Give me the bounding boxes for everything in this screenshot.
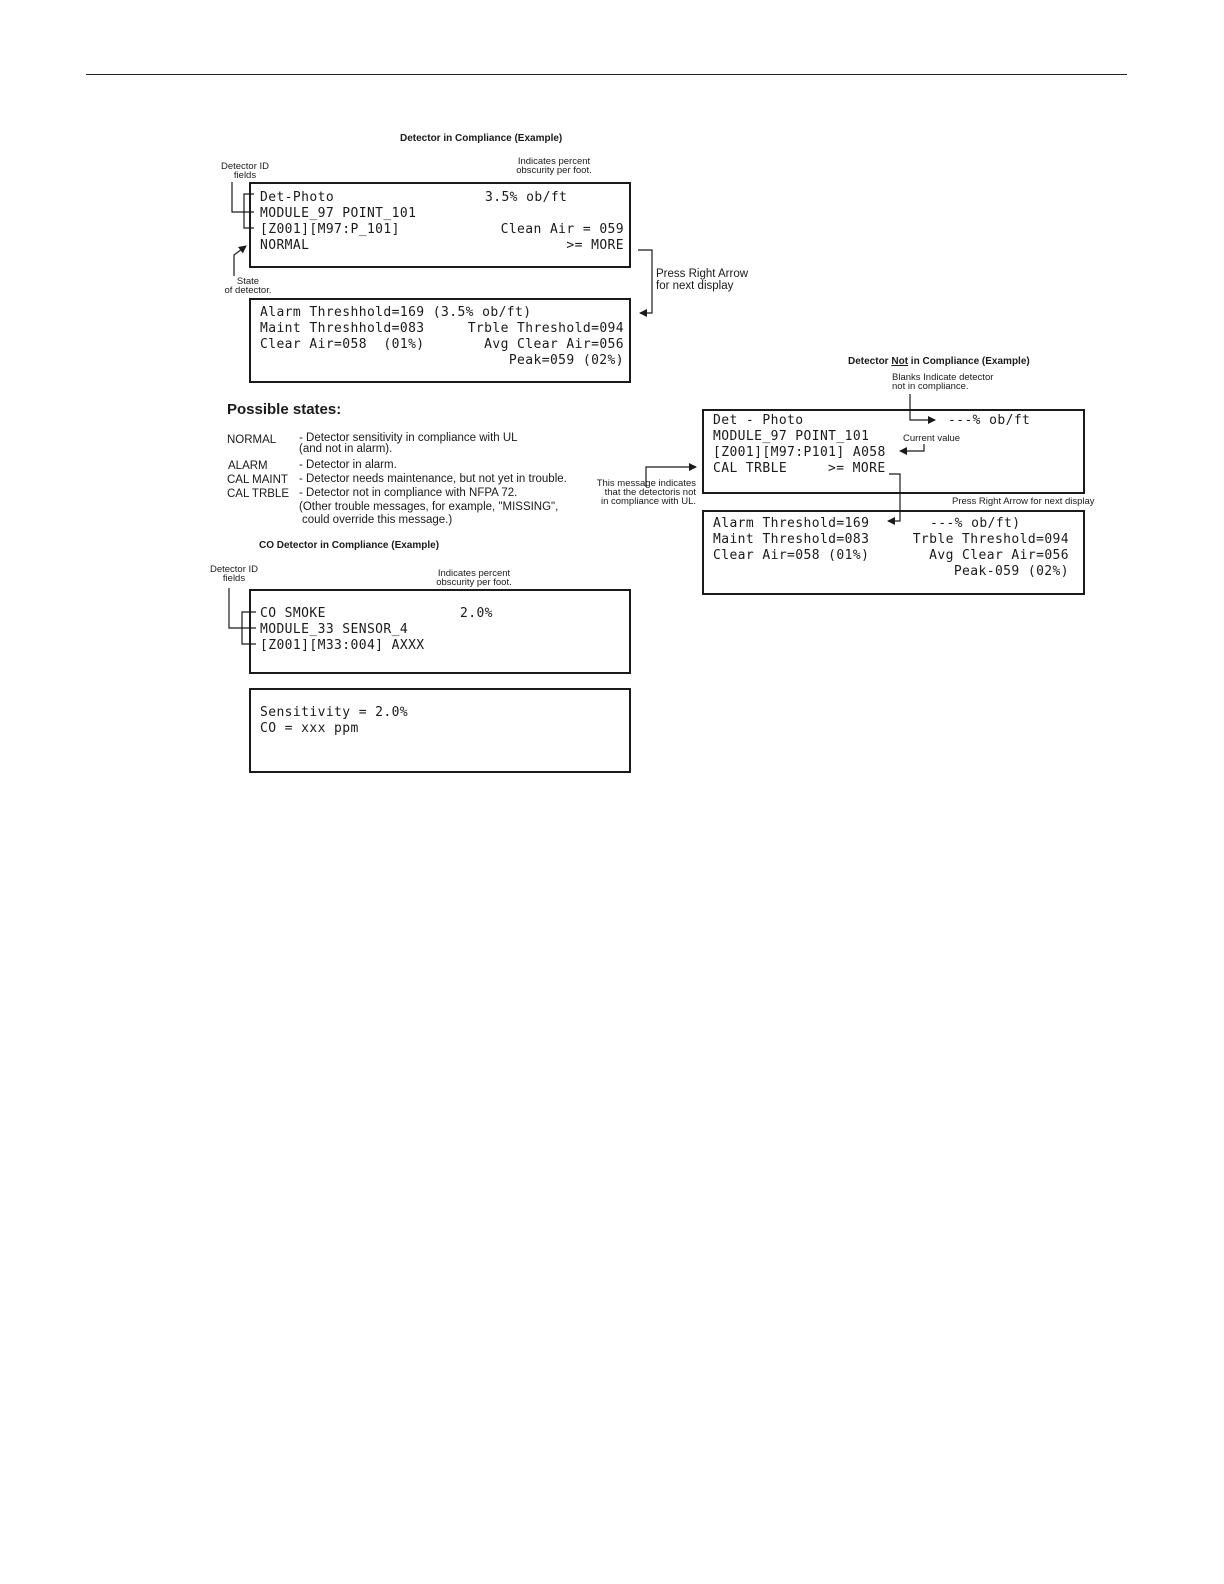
nc-device-type: Det - Photo — [713, 413, 804, 428]
state-name-alarm: ALARM — [228, 460, 268, 472]
compliance-title: Detector in Compliance (Example) — [400, 133, 563, 144]
nc-peak: Peak-059 (02%) — [953, 564, 1069, 579]
noncompliance-screen-2 — [702, 510, 1085, 595]
co-module: MODULE_33 SENSOR_4 — [260, 622, 409, 637]
nc-more: >= MORE — [828, 461, 886, 476]
percent-obscurity-label: Indicates percent obscurity per foot. — [516, 156, 592, 176]
state-name-normal: NORMAL — [227, 434, 277, 446]
press-right-arrow-label: Press Right Arrow for next display — [656, 268, 749, 292]
nc-obscurity: ---% ob/ft — [948, 413, 1031, 428]
screen2-maint-threshold: Maint Threshhold=083 — [260, 321, 425, 336]
screen2-alarm-threshold: Alarm Threshhold=169 (3.5% ob/ft) — [260, 305, 532, 320]
current-value-label: Current value — [903, 433, 961, 444]
state-arrow — [234, 246, 246, 276]
noncompliance-title: Detector Not in Compliance (Example) — [848, 356, 1030, 367]
blanks-label: Blanks Indicate detector not in compliance. — [892, 372, 994, 392]
nc-state: CAL TRBLE — [713, 461, 788, 476]
screen2-trble-threshold: Trble Threshold=094 — [467, 321, 624, 336]
state-desc-cal-maint: - Detector needs maintenance, but not yet in trouble. — [299, 473, 567, 485]
state-desc-alarm: - Detector in alarm. — [299, 459, 397, 471]
nc-alarm-threshold: Alarm Threshold=169 — [713, 516, 870, 531]
press-right-arrow-next-label: Press Right Arrow for next display — [952, 496, 1095, 507]
co-screen-1 — [249, 589, 631, 674]
state-desc-cal-trble: - Detector not in compliance with NFPA 72. — [299, 487, 518, 499]
nc-avg-clear-air: Avg Clear Air=056 — [929, 548, 1069, 563]
compliance-screen-2 — [249, 298, 631, 383]
press-arrow-line — [638, 250, 652, 313]
state-name-cal-maint: CAL MAINT — [227, 474, 288, 486]
screen1-obscurity: 3.5% ob/ft — [485, 190, 568, 205]
state-label: State of detector. — [224, 276, 272, 296]
compliance-screen-1 — [249, 182, 631, 268]
possible-states-heading: Possible states: — [227, 401, 342, 418]
screen1-state: NORMAL — [260, 238, 310, 253]
screen2-avg-clear-air: Avg Clear Air=056 — [484, 337, 624, 352]
screen2-peak: Peak=059 (02%) — [508, 353, 624, 368]
co-detector-id-label: Detector ID fields — [209, 564, 259, 584]
nc-maint-threshold: Maint Threshold=083 — [713, 532, 870, 547]
state-name-cal-trble: CAL TRBLE — [227, 488, 289, 500]
screen1-address: [Z001][M97:P_101] — [260, 222, 400, 237]
state-desc-normal: - Detector sensitivity in compliance with UL (and not in alarm). — [299, 432, 518, 455]
co-sensitivity: Sensitivity = 2.0% — [260, 705, 409, 720]
screen1-module: MODULE_97 POINT_101 — [260, 206, 417, 221]
co-title: CO Detector in Compliance (Example) — [259, 540, 440, 551]
state-extra-note: (Other trouble messages, for example, "MISSING", could override this message.) — [299, 501, 559, 526]
co-percent-label: Indicates percent obscurity per foot. — [436, 568, 512, 588]
nc-alarm-obscurity: ---% ob/ft) — [930, 516, 1021, 531]
screen1-clean-air: Clean Air = 059 — [500, 222, 624, 237]
screen2-clear-air: Clear Air=058 (01%) — [260, 337, 425, 352]
screen1-device-type: Det-Photo — [260, 190, 335, 205]
co-obscurity: 2.0% — [460, 606, 493, 621]
nc-clear-air: Clear Air=058 (01%) — [713, 548, 870, 563]
noncompliance-screen-1 — [702, 409, 1085, 494]
co-address: [Z001][M33:004] AXXX — [260, 638, 425, 653]
nc-address: [Z001][M97:P101] A058 — [713, 445, 886, 460]
co-ppm: CO = xxx ppm — [260, 721, 359, 736]
nc-trble-threshold: Trble Threshold=094 — [912, 532, 1069, 547]
screen1-more: >= MORE — [566, 238, 624, 253]
co-screen-2 — [249, 688, 631, 773]
co-device-type: CO SMOKE — [260, 606, 326, 621]
message-note: This message indicates that the detectoris not in compliance with UL. — [596, 478, 696, 507]
detector-id-label: Detector ID fields — [220, 161, 270, 181]
nc-module: MODULE_97 POINT_101 — [713, 429, 870, 444]
